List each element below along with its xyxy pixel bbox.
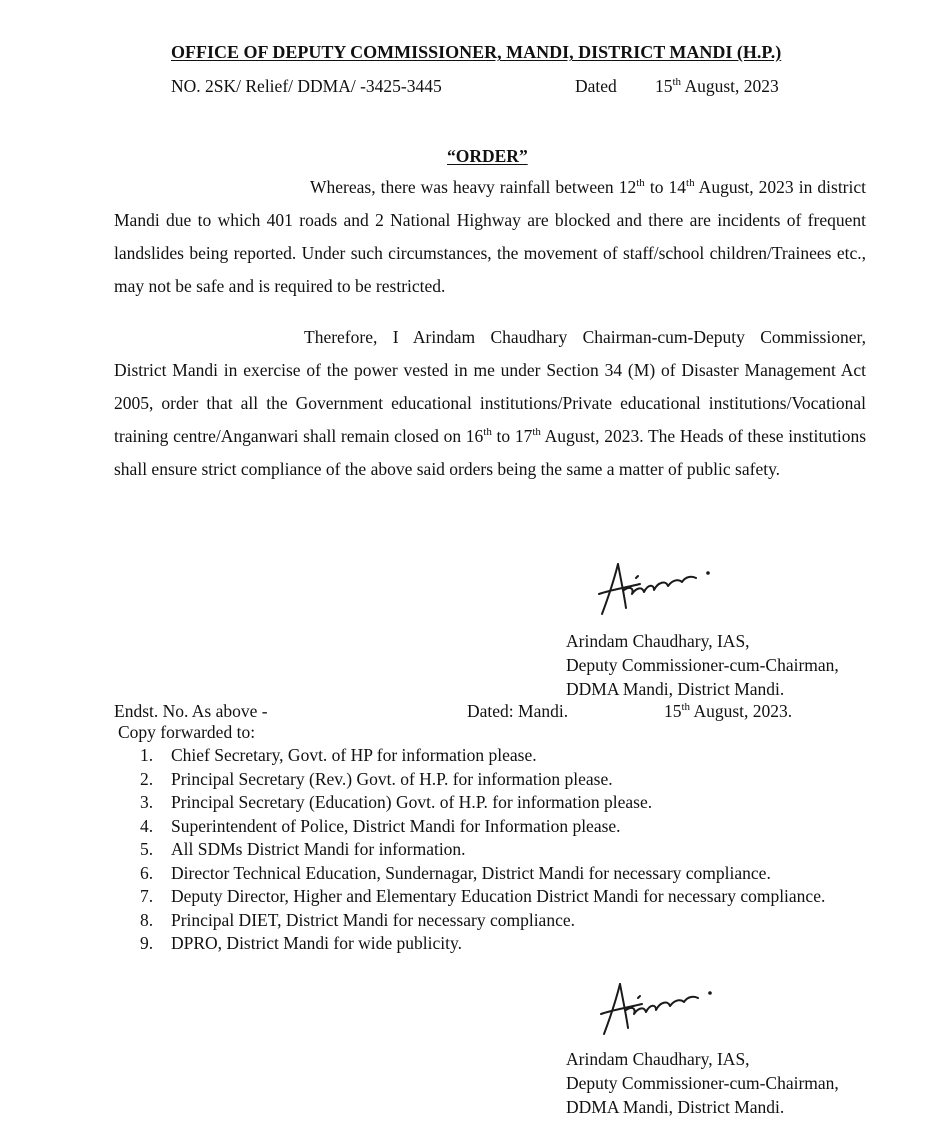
list-item: 6. Director Technical Education, Sundernagar, District Mandi for necessary compliance. bbox=[140, 862, 771, 883]
signature-image bbox=[596, 558, 716, 620]
order-paragraph-2: Therefore, I Arindam Chaudhary Chairman-cum-Deputy Commissioner, District Mandi in exercise of the power vested in me under Section 34 (M) of Disaster Management Act 2005, order that all the Government educational institutions/Private educational institutions/Vocational training centre/Anganwari shall remain closed on 16th to 17th August, 2023. The Heads of these institutions shall ensure strict compliance of the above said orders being the same a matter of public safety. bbox=[114, 327, 866, 479]
reference-number: NO. 2SK/ Relief/ DDMA/ -3425-3445 bbox=[171, 76, 442, 96]
signatory-block-2 bbox=[566, 1047, 839, 1119]
signatory-designation: Deputy Commissioner-cum-Chairman, bbox=[566, 1073, 839, 1093]
signatory-name: Arindam Chaudhary, IAS, bbox=[566, 1049, 750, 1069]
list-item: 3. Principal Secretary (Education) Govt. of H.P. for information please. bbox=[140, 792, 653, 812]
signatory-block-1 bbox=[566, 629, 839, 701]
copy-forwarded-list bbox=[118, 744, 868, 956]
list-item: 4. Superintendent of Police, District Mandi for Information please. bbox=[140, 815, 621, 836]
list-item: 1. Chief Secretary, Govt. of HP for information please. bbox=[140, 745, 537, 765]
signatory-designation: Deputy Commissioner-cum-Chairman, bbox=[566, 655, 839, 675]
signature-image bbox=[598, 978, 718, 1040]
endorsement-date: 15th August, 2023. bbox=[664, 701, 793, 721]
copy-forwarded-label: Copy forwarded to: bbox=[118, 722, 256, 742]
dated-label: Dated bbox=[575, 76, 617, 96]
signatory-office: DDMA Mandi, District Mandi. bbox=[566, 679, 785, 699]
office-heading: OFFICE OF DEPUTY COMMISSIONER, MANDI, DISTRICT MANDI (H.P.) bbox=[171, 42, 782, 62]
list-item: 5. All SDMs District Mandi for information. bbox=[140, 839, 466, 859]
order-date: 15th August, 2023 bbox=[655, 76, 779, 96]
list-item: 2. Principal Secretary (Rev.) Govt. of H.P. for information please. bbox=[140, 768, 613, 789]
order-paragraph-1: Whereas, there was heavy rainfall between 12th to 14th August, 2023 in district Mandi due to which 401 roads and 2 National Highway are blocked and there are incidents of frequent landslides being reported. Under such circumstances, the movement of staff/school children/Trainees etc., may not be safe and is required to be restricted. bbox=[114, 177, 867, 296]
list-item: 9. DPRO, District Mandi for wide publicity. bbox=[140, 933, 462, 953]
signatory-office: DDMA Mandi, District Mandi. bbox=[566, 1097, 785, 1117]
signatory-name: Arindam Chaudhary, IAS, bbox=[566, 631, 750, 651]
list-item: 7. Deputy Director, Higher and Elementary Education District Mandi for necessary compliance. bbox=[140, 886, 826, 906]
endorsement-dated: Dated: Mandi. bbox=[467, 701, 569, 721]
list-item: 8. Principal DIET, District Mandi for necessary compliance. bbox=[140, 909, 575, 930]
endorsement-number: Endst. No. As above - bbox=[114, 701, 268, 721]
order-title: “ORDER” bbox=[447, 146, 528, 166]
